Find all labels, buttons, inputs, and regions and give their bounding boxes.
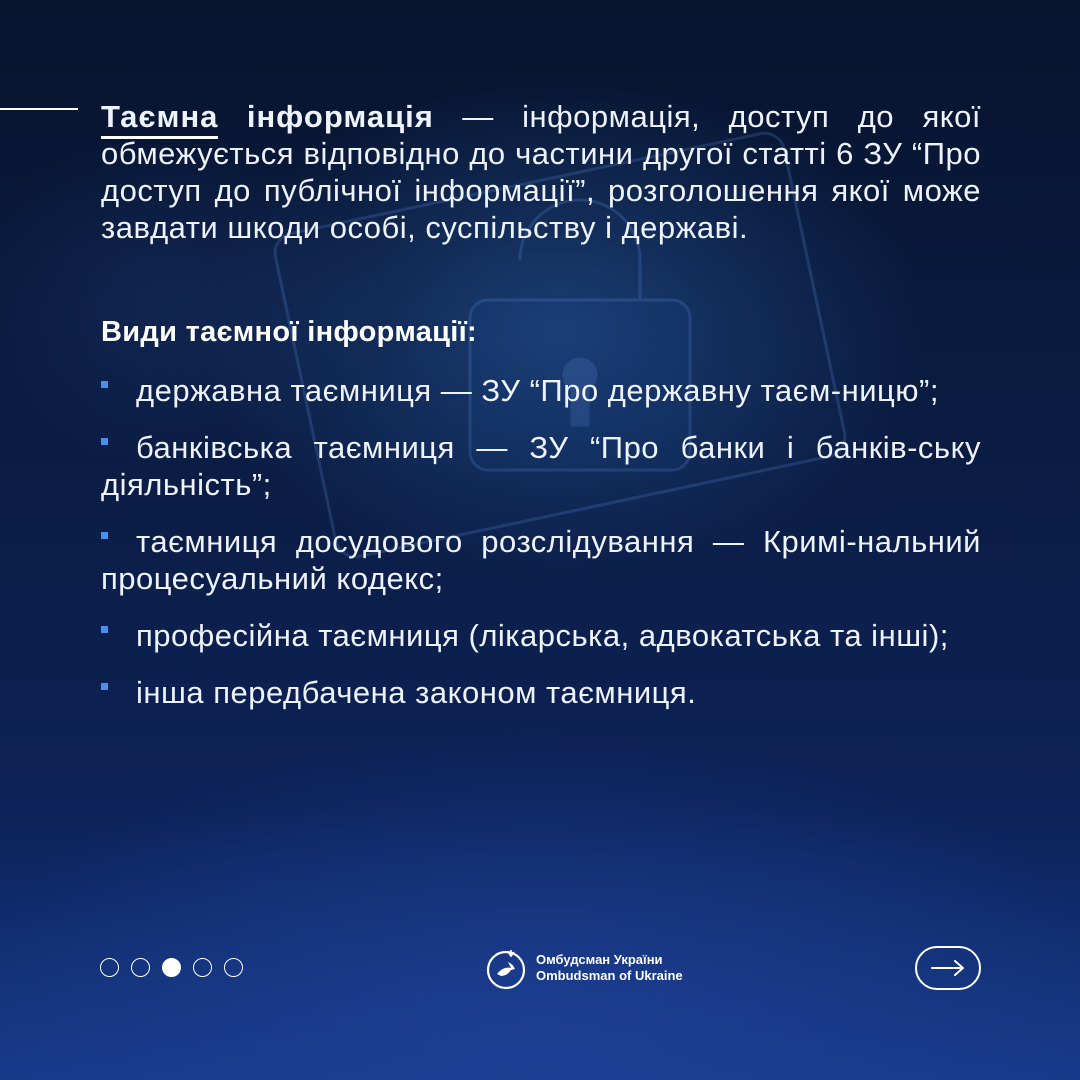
list-item xyxy=(101,429,981,503)
list-item xyxy=(101,674,981,711)
bullet-icon xyxy=(101,626,108,633)
ombudsman-logo xyxy=(484,946,683,990)
definition-text: — інформація, доступ до якої обмежується відповідно до частини другої статті 6 ЗУ “Про доступ до публічної інформації”, розголошення якої може завдати шкоди особі, суспільству і державі. xyxy=(101,99,981,245)
definition-paragraph xyxy=(101,98,981,246)
logo-line-ua: Омбудсман України xyxy=(536,952,663,967)
arrow-right-icon xyxy=(931,960,965,976)
decorative-rule xyxy=(0,108,78,110)
secret-types-list xyxy=(101,372,981,711)
page-dot-1[interactable] xyxy=(100,958,119,977)
list-item xyxy=(101,372,981,409)
bullet-icon xyxy=(101,438,108,445)
page-dot-5[interactable] xyxy=(224,958,243,977)
logo-text xyxy=(536,952,683,984)
main-content xyxy=(101,98,981,731)
list-item-text: інша передбачена законом таємниця. xyxy=(136,675,697,710)
list-item-text: таємниця досудового розслідування — Кримі-нальний процесуальний кодекс; xyxy=(101,524,981,596)
page-dot-3-active[interactable] xyxy=(162,958,181,977)
ombudsman-logo-icon xyxy=(484,946,528,990)
page-dot-2[interactable] xyxy=(131,958,150,977)
pagination-dots xyxy=(100,958,243,977)
list-item xyxy=(101,523,981,597)
term-highlight: Таємна xyxy=(101,99,218,139)
bullet-icon xyxy=(101,532,108,539)
next-button[interactable] xyxy=(915,946,981,990)
bullet-icon xyxy=(101,381,108,388)
page-dot-4[interactable] xyxy=(193,958,212,977)
list-item-text: державна таємниця — ЗУ “Про державну таєм-ницю”; xyxy=(136,373,939,408)
bullet-icon xyxy=(101,683,108,690)
logo-line-en: Ombudsman of Ukraine xyxy=(536,968,683,983)
list-item xyxy=(101,617,981,654)
section-title: Види таємної інформації: xyxy=(101,316,478,348)
term-word: інформація xyxy=(246,99,434,134)
list-item-text: професійна таємниця (лікарська, адвокатська та інші); xyxy=(136,618,949,653)
list-item-text: банківська таємниця — ЗУ “Про банки і банків-ську діяльність”; xyxy=(101,430,981,502)
